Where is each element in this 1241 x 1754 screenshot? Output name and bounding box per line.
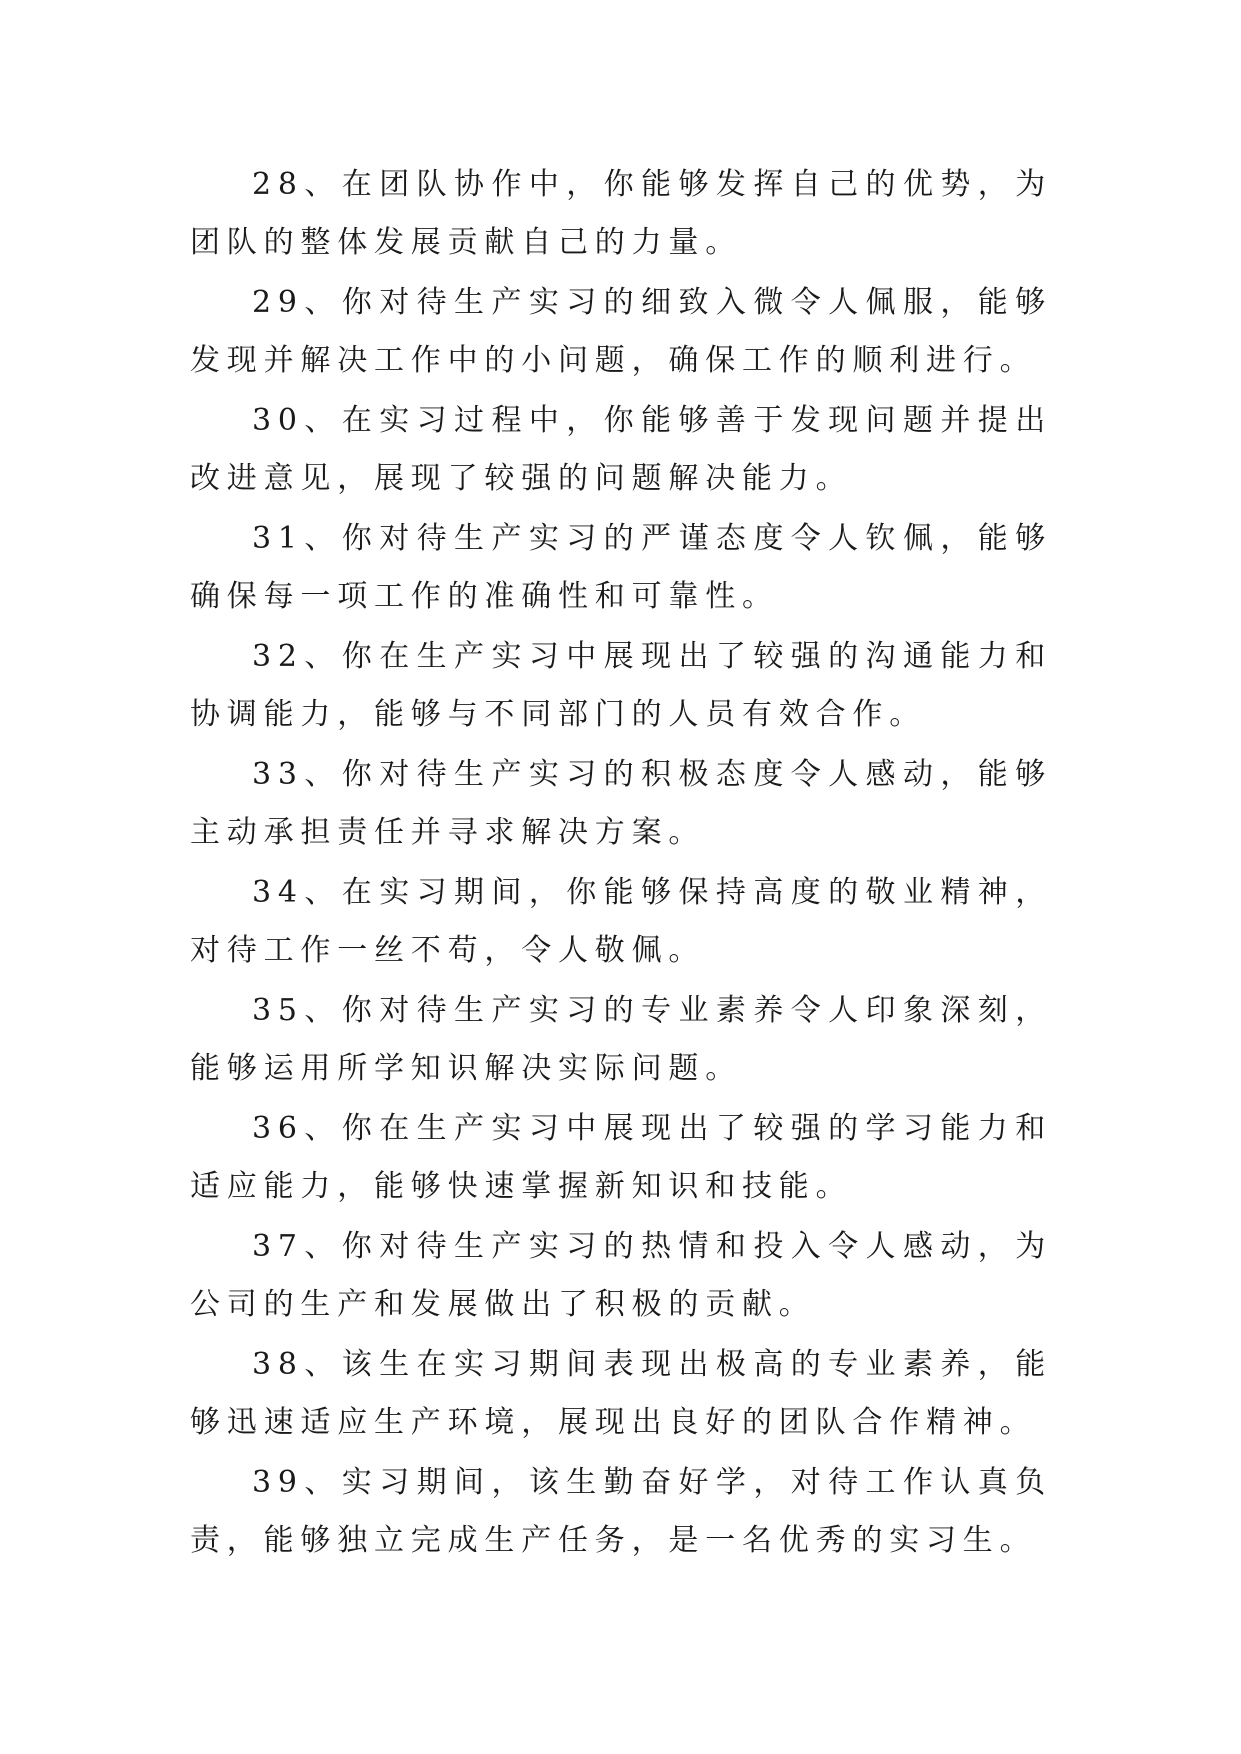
paragraph-30: 30、在实习过程中，你能够善于发现问题并提出改进意见，展现了较强的问题解决能力。: [190, 403, 1052, 496]
paragraph-35: 35、你对待生产实习的专业素养令人印象深刻，能够运用所学知识解决实际问题。: [190, 993, 1052, 1086]
paragraph-31: 31、你对待生产实习的严谨态度令人钦佩，能够确保每一项工作的准确性和可靠性。: [190, 521, 1052, 614]
document-body: [190, 156, 1052, 1570]
paragraph-38: 38、该生在实习期间表现出极高的专业素养，能够迅速适应生产环境，展现出良好的团队合作精神。: [190, 1347, 1052, 1440]
paragraph-36: 36、你在生产实习中展现出了较强的学习能力和适应能力，能够快速掌握新知识和技能。: [190, 1111, 1052, 1204]
paragraph-39: 39、实习期间，该生勤奋好学，对待工作认真负责，能够独立完成生产任务，是一名优秀的实习生。: [190, 1465, 1052, 1558]
paragraph-32: 32、你在生产实习中展现出了较强的沟通能力和协调能力，能够与不同部门的人员有效合作。: [190, 639, 1052, 732]
paragraph-34: 34、在实习期间，你能够保持高度的敬业精神，对待工作一丝不苟，令人敬佩。: [190, 875, 1052, 968]
paragraph-28: 28、在团队协作中，你能够发挥自己的优势，为团队的整体发展贡献自己的力量。: [190, 167, 1052, 260]
paragraph-37: 37、你对待生产实习的热情和投入令人感动，为公司的生产和发展做出了积极的贡献。: [190, 1229, 1052, 1322]
paragraph-29: 29、你对待生产实习的细致入微令人佩服，能够发现并解决工作中的小问题，确保工作的顺利进行。: [190, 285, 1052, 378]
paragraph-33: 33、你对待生产实习的积极态度令人感动，能够主动承担责任并寻求解决方案。: [190, 757, 1052, 850]
